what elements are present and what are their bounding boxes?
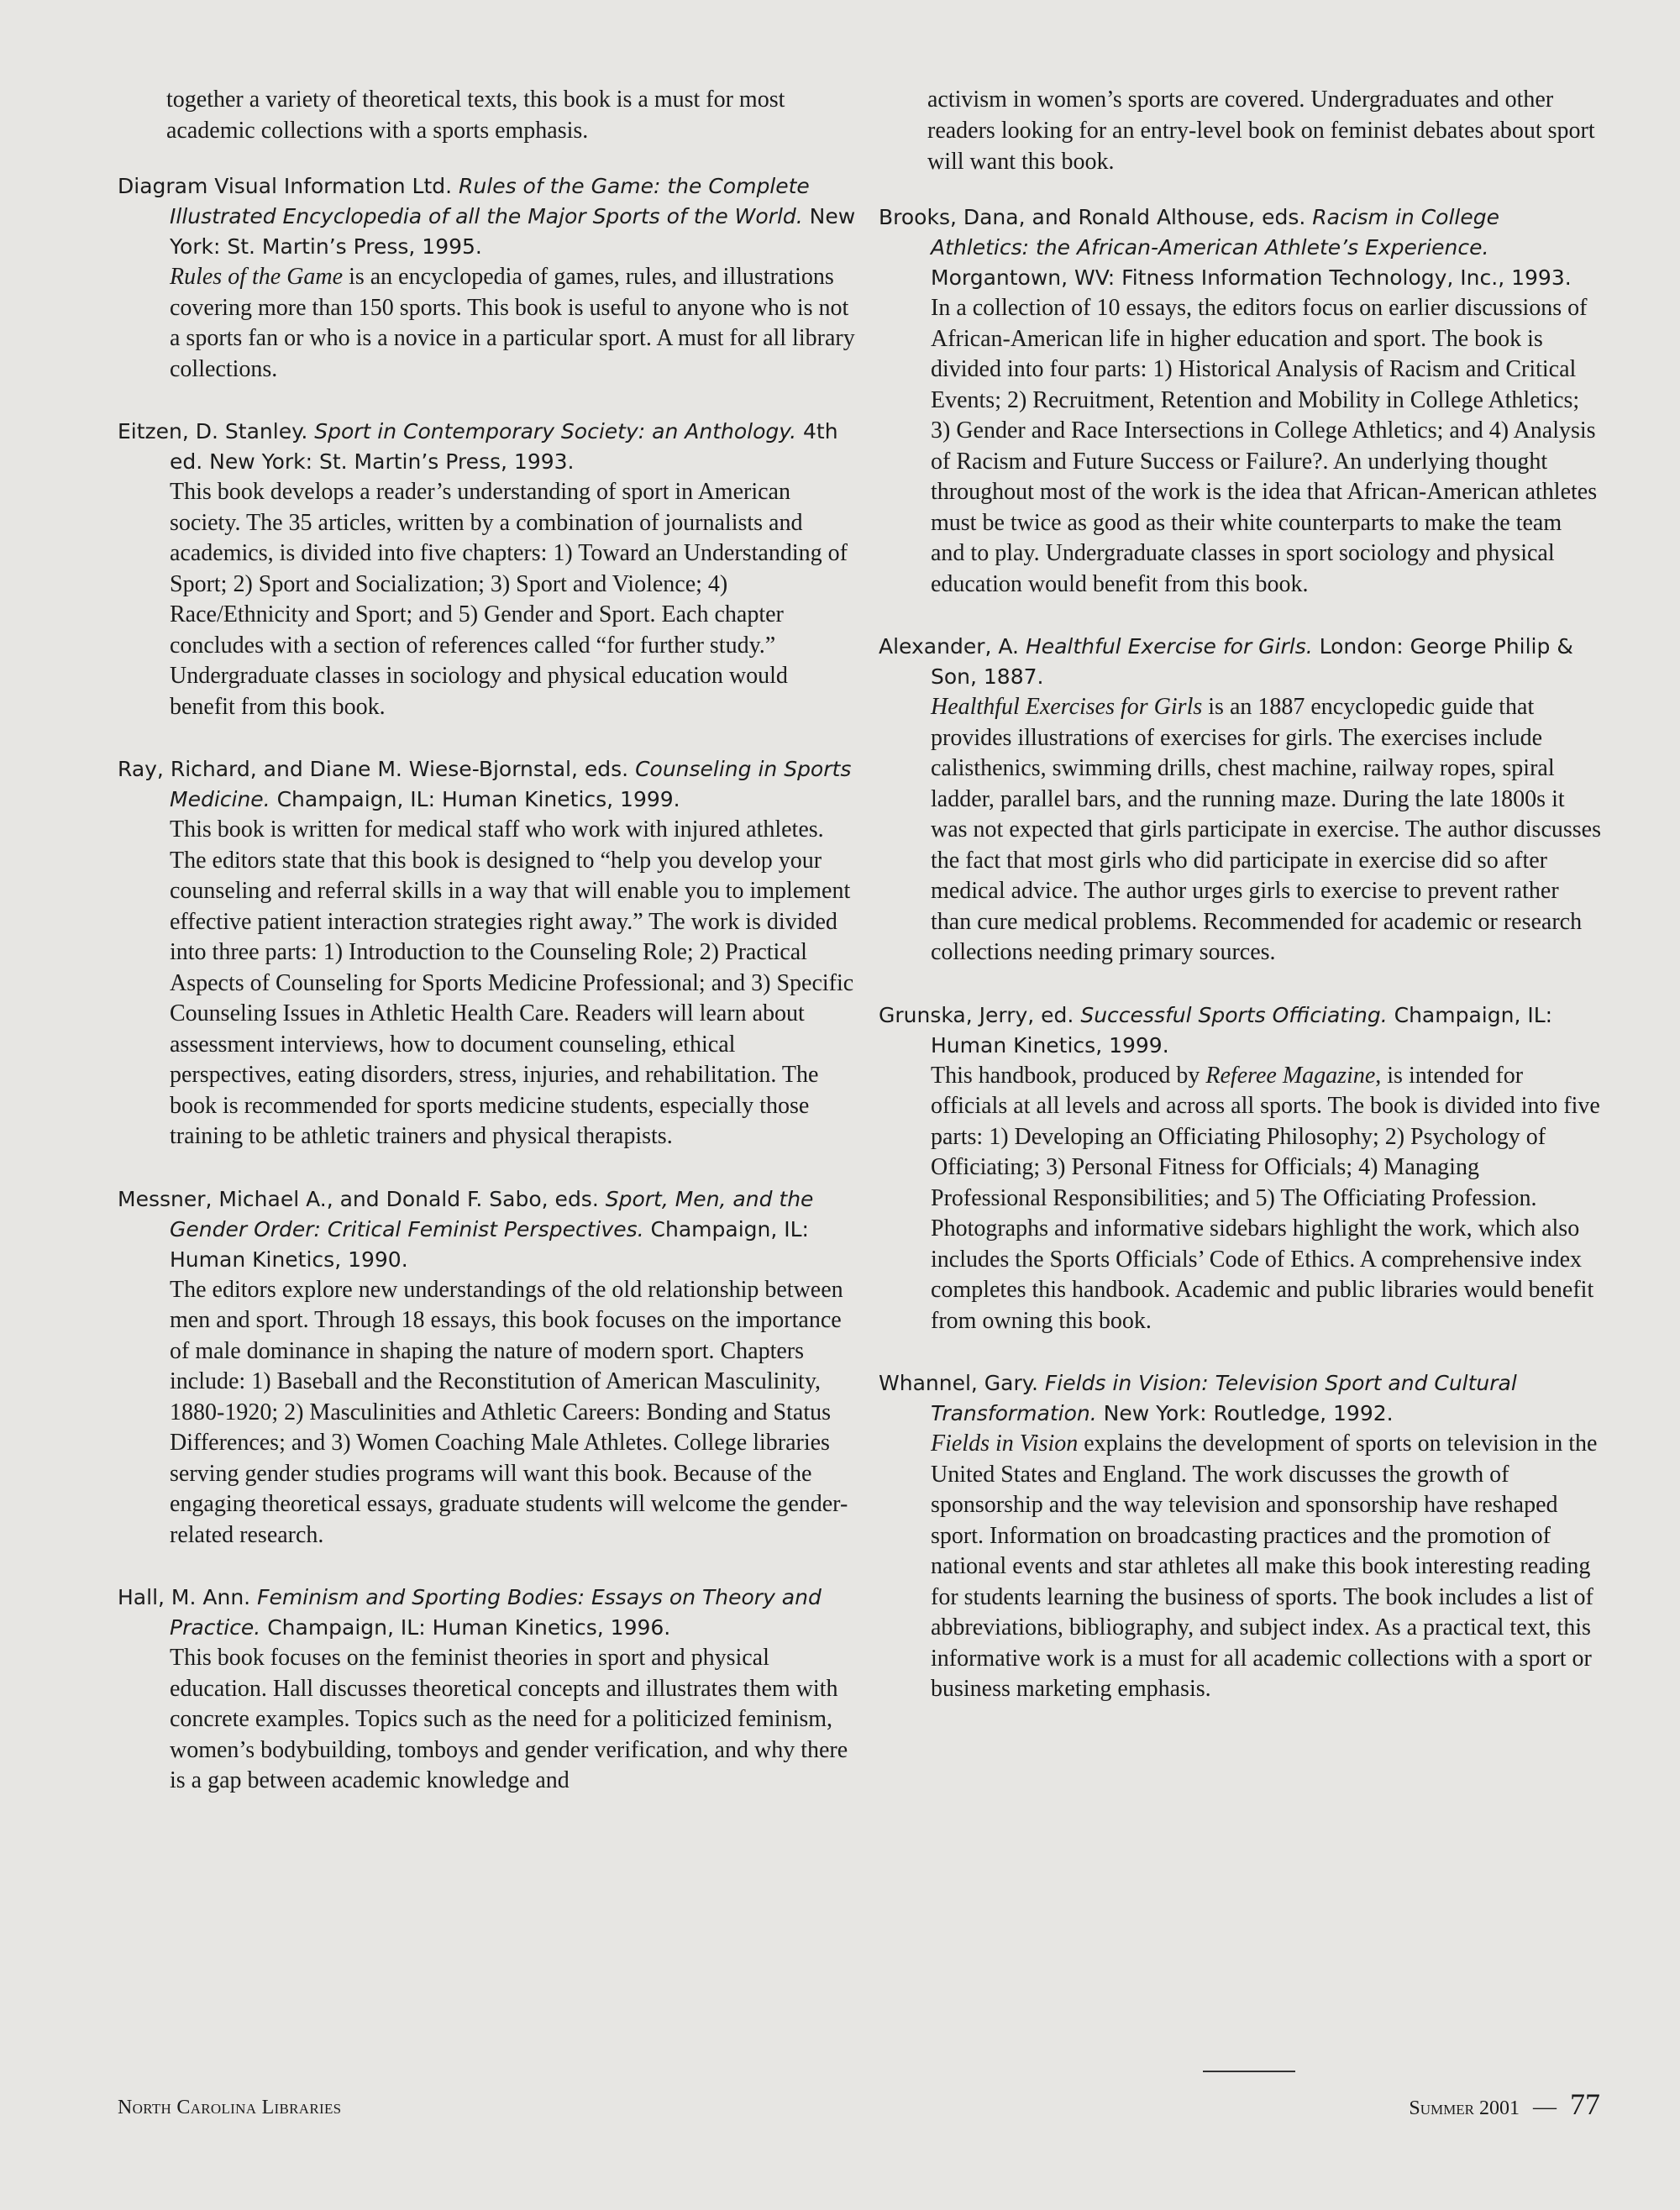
right-column [879,84,1601,1737]
book-title: Racism in College Athletics: the African-American Athlete’s Experience. [931,205,1499,260]
bibliography-entry [118,417,857,722]
book-title: Healthful Exercise for Girls. [1025,634,1313,659]
bibliography-entry [879,632,1601,969]
bibliography-entry [879,1000,1601,1337]
footer-year: 2001 [1479,2097,1520,2119]
annotation: Fields in Vision explains the development of sports on television in the United States and England. The work discusses the growth of sponsorship and the way television and sponsorship have reshaped sport. Information on broadcasting practices and the promotion of national events and star athletes all make this book interesting reading for students learning the business of sports. The book includes a list of abbreviations, bibliography, and subject index. As a practical text, this informative work is a must for all academic collections with a sport or business marketing emphasis. [931,1430,1598,1702]
book-title: Rules of the Game: the Complete Illustrated Encyclopedia of all the Major Sports of the World. [170,174,810,228]
citation: Brooks, Dana, and Ronald Althouse, eds. Racism in College Athletics: the African-American Athlete’s Experience. Morgantown, WV: Fitness Information Technology, Inc., 1993. [879,205,1572,290]
citation: Grunska, Jerry, ed. Successful Sports Officiating. Champaign, IL: Human Kinetics, 1999. [879,1002,1553,1058]
book-title: Counseling in Sports Medicine. [170,757,852,811]
continued-text: together a variety of theoretical texts, this book is a must for most academic collections with a sports emphasis. [166,87,785,144]
annotation: In a collection of 10 essays, the editors focus on earlier discussions of African-American life in higher education and sport. The book is divided into four parts: 1) Historical Analysis of Racism and Critical Events; 2) Recruitment, Retention and Mobility in College Athletics; 3) Gender and Race Intersections in College Athletics; and 4) Analysis of Racism and Future Success or Failure?. An underlying thought throughout most of the work is the idea that African-American athletes must be twice as good as their white counterparts to make the team and to play. Undergraduate classes in sport sociology and physical education would benefit from this book. [931,295,1598,597]
book-title: Feminism and Sporting Bodies: Essays on Theory and Practice. [170,1585,822,1640]
annotation: Healthful Exercises for Girls is an 1887 encyclopedic guide that provides illustrations of exercises for girls. The exercises include calisthenics, swimming drills, chest machine, railway ropes, spiral ladder, parallel bars, and the running maze. During the late 1800s it was not expected that girls participate in exercise. The author discusses the fact that most girls who did participate in exercise did so after medical advice. The author urges girls to exercise to prevent rather than cure medical problems. Recommended for academic or research collections needing primary sources. [931,694,1601,965]
annotation: Rules of the Game is an encyclopedia of games, rules, and illustrations covering more than 150 sports. This book is useful to anyone who is not a sports fan or who is a novice in a particular sport. A must for all library collections. [170,264,855,382]
annotation: This book is written for medical staff who work with injured athletes. The editors state that this book is designed to “help you develop your counseling and referral skills in a way that will enable you to implement effective patient interaction strategies right away.” The work is divided into three parts: 1) Introduction to the Counseling Role; 2) Practical Aspects of Counseling for Sports Medicine Professional; and 3) Specific Counseling Issues in Athletic Health Care. Readers will learn about assessment interviews, how to document counseling, ethical perspectives, eating disorders, stress, injuries, and rehabilitation. The book is recommended for sports medicine students, especially those training to be athletic trainers and physical therapists. [170,816,854,1149]
citation: Diagram Visual Information Ltd. Rules of the Game: the Complete Illustrated Encyclopedia of all the Major Sports of the World. New York: St. Martin’s Press, 1995. [118,174,856,259]
bibliography-entry [879,202,1601,600]
citation: Ray, Richard, and Diane M. Wiese-Bjornstal, eds. Counseling in Sports Medicine. Champaign, IL: Human Kinetics, 1999. [118,757,852,811]
bibliography-entry [118,171,857,385]
footer-season: Summer [1409,2097,1474,2119]
annotation: The editors explore new understandings of the old relationship between men and sport. Through 18 essays, this book focuses on the importance of male dominance in shaping the nature of modern sport. Chapters include: 1) Baseball and the Reconstitution of American Masculinity, 1880-1920; 2) Masculinities and Athletic Careers: Bonding and Status Differences; and 3) Women Coaching Male Athletes. College libraries serving gender studies programs will want this book. Because of the engaging theoretical essays, graduate students will welcome the gender-related research. [170,1276,848,1548]
citation: Hall, M. Ann. Feminism and Sporting Bodies: Essays on Theory and Practice. Champaign, IL: Human Kinetics, 1996. [118,1585,822,1640]
book-title: Sport in Contemporary Society: an Anthology. [314,419,797,444]
annotation: This handbook, produced by Referee Magazine, is intended for officials at all levels and across all sports. The book is divided into five parts: 1) Developing an Officiating Philosophy; 2) Psychology of Officiating; 3) Personal Fitness for Officials; 4) Managing Professional Responsibilities; and 5) The Officiating Profession. Photographs and informative sidebars highlight the work, which also includes the Sports Officials’ Code of Ethics. A comprehensive index completes this handbook. Academic and public libraries would benefit from owning this book. [931,1062,1600,1334]
annotation: This book develops a reader’s understanding of sport in American society. The 35 articles, written by a combination of journalists and academics, is divided into five chapters: 1) Toward an Understanding of Sport; 2) Sport and Socialization; 3) Sport and Violence; 4) Race/Ethnicity and Sport; and 5) Gender and Sport. Each chapter concludes with a section of references called “for further study.” Undergraduate classes in sociology and physical education would benefit from this book. [170,479,848,720]
end-of-article-rule [1203,2071,1295,2072]
bibliography-entry [118,754,857,1152]
left-column [118,84,857,1829]
page-number: 77 [1570,2087,1600,2121]
continued-text: activism in women’s sports are covered. Undergraduates and other readers looking for an entry-level book on feminist debates about sport will want this book. [927,87,1595,175]
bibliography-entry [118,1583,857,1797]
footer-dash: — [1533,2094,1557,2120]
book-title: Successful Sports Officiating. [1080,1002,1388,1027]
citation: Whannel, Gary. Fields in Vision: Television Sport and Cultural Transformation. New York: Routledge, 1992. [879,1371,1517,1425]
book-title: Sport, Men, and the Gender Order: Critical Feminist Perspectives. [170,1186,814,1241]
annotation: This book focuses on the feminist theories in sport and physical education. Hall discusses theoretical concepts and illustrates them with concrete examples. Topics such as the need for a politicized feminism, women’s bodybuilding, tomboys and gender verification, and why there is a gap between academic knowledge and [170,1645,848,1793]
citation: Messner, Michael A., and Donald F. Sabo, eds. Sport, Men, and the Gender Order: Critical Feminist Perspectives. Champaign, IL: Human Kinetics, 1990. [118,1186,814,1272]
citation: Alexander, A. Healthful Exercise for Girls. London: George Philip & Son, 1887. [879,634,1573,689]
bibliography-entry [879,1368,1601,1705]
footer-issue [1409,2087,1600,2122]
citation: Eitzen, D. Stanley. Sport in Contemporary Society: an Anthology. 4th ed. New York: St. Martin’s Press, 1993. [118,419,838,474]
bibliography-entry [118,1184,857,1551]
footer-journal-name: North Carolina Libraries [118,2097,342,2118]
book-title: Fields in Vision: Television Sport and Cultural Transformation. [931,1371,1517,1425]
